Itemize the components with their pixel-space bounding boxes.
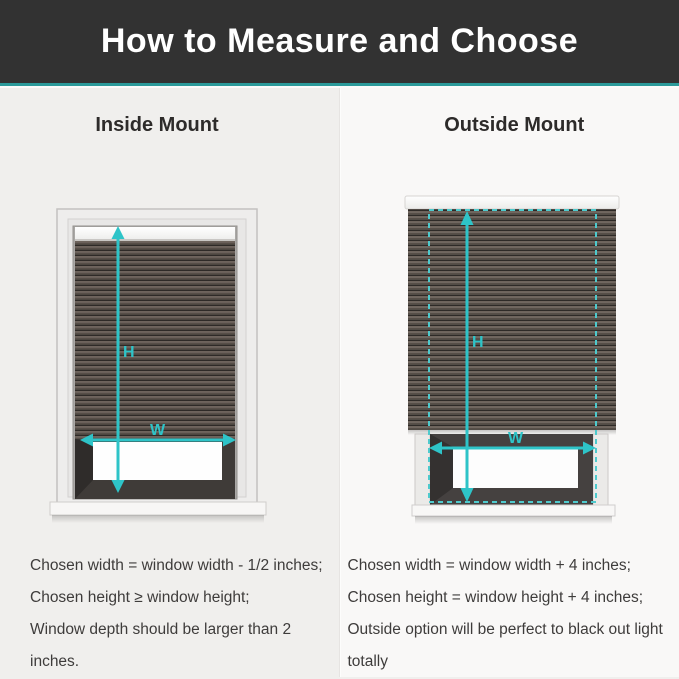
outside-mount-title: Outside Mount — [444, 114, 585, 136]
inside-mount-title: Inside Mount — [95, 114, 219, 136]
note-line: Chosen height ≥ window height; — [30, 589, 250, 606]
inside-mount-panel — [0, 88, 340, 677]
window-glass — [93, 442, 222, 480]
note-line: Chosen height = window height + 4 inches; — [347, 589, 644, 606]
note-line: Chosen width = window width - 1/2 inches; — [30, 557, 323, 574]
inside-mount-diagram — [0, 185, 340, 530]
inside-mount-notes — [30, 550, 339, 678]
outside-mount-panel — [340, 88, 679, 677]
windowsill — [50, 502, 266, 523]
note-line: Chosen width = window width + 4 inches; — [347, 557, 631, 574]
cellular-blind — [75, 241, 235, 439]
cellular-blind — [408, 209, 616, 430]
window-glass — [453, 447, 578, 488]
page-title: How to Measure and Choose — [100, 22, 579, 60]
note-line: Outside option will be perfect to black out light totally — [347, 621, 663, 670]
header-banner — [0, 0, 679, 83]
outside-mount-diagram — [341, 185, 679, 530]
blind-headrail — [405, 196, 619, 209]
note-line: Window depth should be larger than 2 inches. — [30, 621, 292, 670]
panels-container — [0, 88, 679, 677]
windowsill — [412, 505, 615, 524]
height-label: H — [123, 344, 135, 361]
blind-headrail — [75, 227, 235, 241]
width-label: W — [507, 430, 523, 447]
height-label: H — [471, 334, 484, 351]
width-label: W — [150, 422, 166, 439]
outside-mount-notes — [348, 550, 679, 678]
window-opening — [75, 439, 235, 499]
